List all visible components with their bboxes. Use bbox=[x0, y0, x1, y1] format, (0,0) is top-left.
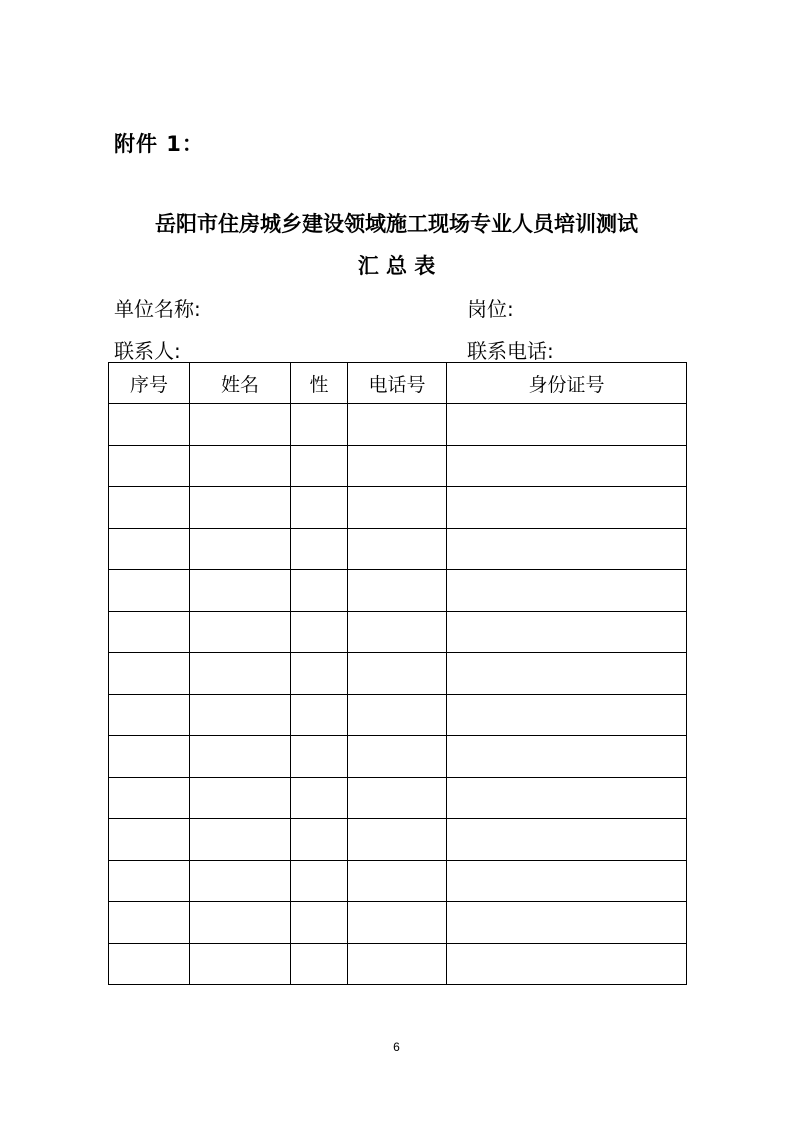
name-cell[interactable] bbox=[190, 528, 291, 570]
name-cell[interactable] bbox=[190, 902, 291, 944]
gender-cell[interactable] bbox=[291, 860, 348, 902]
table-row bbox=[109, 902, 687, 944]
gender-cell[interactable] bbox=[291, 404, 348, 446]
document-title: 岳阳市住房城乡建设领域施工现场专业人员培训测试 bbox=[155, 212, 638, 236]
serial-number-cell[interactable] bbox=[109, 611, 190, 653]
id-number-cell[interactable] bbox=[447, 404, 687, 446]
phone-cell[interactable] bbox=[348, 902, 447, 944]
name-cell[interactable] bbox=[190, 487, 291, 529]
gender-cell[interactable] bbox=[291, 902, 348, 944]
contact-phone-label: 联系电话: bbox=[467, 339, 554, 363]
serial-number-cell[interactable] bbox=[109, 902, 190, 944]
name-cell[interactable] bbox=[190, 653, 291, 695]
document-subtitle: 汇 总 表 bbox=[357, 254, 436, 278]
table-row bbox=[109, 487, 687, 529]
header-name: 姓名 bbox=[190, 363, 291, 404]
serial-number-cell[interactable] bbox=[109, 819, 190, 861]
table-row bbox=[109, 943, 687, 985]
id-number-cell[interactable] bbox=[447, 777, 687, 819]
roster-table bbox=[108, 362, 687, 985]
serial-number-cell[interactable] bbox=[109, 777, 190, 819]
gender-cell[interactable] bbox=[291, 943, 348, 985]
phone-cell[interactable] bbox=[348, 404, 447, 446]
id-number-cell[interactable] bbox=[447, 860, 687, 902]
id-number-cell[interactable] bbox=[447, 611, 687, 653]
roster-body bbox=[109, 404, 687, 985]
name-cell[interactable] bbox=[190, 736, 291, 778]
gender-cell[interactable] bbox=[291, 528, 348, 570]
gender-cell[interactable] bbox=[291, 570, 348, 612]
gender-cell[interactable] bbox=[291, 777, 348, 819]
id-number-cell[interactable] bbox=[447, 694, 687, 736]
id-number-cell[interactable] bbox=[447, 528, 687, 570]
phone-cell[interactable] bbox=[348, 611, 447, 653]
name-cell[interactable] bbox=[190, 694, 291, 736]
phone-cell[interactable] bbox=[348, 487, 447, 529]
gender-cell[interactable] bbox=[291, 487, 348, 529]
page-number: 6 bbox=[393, 1040, 400, 1054]
serial-number-cell[interactable] bbox=[109, 860, 190, 902]
phone-cell[interactable] bbox=[348, 570, 447, 612]
id-number-cell[interactable] bbox=[447, 653, 687, 695]
id-number-cell[interactable] bbox=[447, 819, 687, 861]
name-cell[interactable] bbox=[190, 570, 291, 612]
header-phone: 电话号 bbox=[348, 363, 447, 404]
name-cell[interactable] bbox=[190, 943, 291, 985]
table-row bbox=[109, 653, 687, 695]
gender-cell[interactable] bbox=[291, 736, 348, 778]
phone-cell[interactable] bbox=[348, 819, 447, 861]
gender-cell[interactable] bbox=[291, 819, 348, 861]
gender-cell[interactable] bbox=[291, 445, 348, 487]
table-row bbox=[109, 528, 687, 570]
id-number-cell[interactable] bbox=[447, 445, 687, 487]
header-serial-number: 序号 bbox=[109, 363, 190, 404]
table-row bbox=[109, 694, 687, 736]
table-header-row bbox=[109, 363, 687, 404]
phone-cell[interactable] bbox=[348, 860, 447, 902]
id-number-cell[interactable] bbox=[447, 487, 687, 529]
gender-cell[interactable] bbox=[291, 653, 348, 695]
gender-cell[interactable] bbox=[291, 611, 348, 653]
serial-number-cell[interactable] bbox=[109, 694, 190, 736]
id-number-cell[interactable] bbox=[447, 943, 687, 985]
serial-number-cell[interactable] bbox=[109, 570, 190, 612]
phone-cell[interactable] bbox=[348, 943, 447, 985]
serial-number-cell[interactable] bbox=[109, 736, 190, 778]
table-row bbox=[109, 736, 687, 778]
header-id-number: 身份证号 bbox=[447, 363, 687, 404]
table-row bbox=[109, 611, 687, 653]
table-row bbox=[109, 819, 687, 861]
name-cell[interactable] bbox=[190, 611, 291, 653]
phone-cell[interactable] bbox=[348, 528, 447, 570]
name-cell[interactable] bbox=[190, 777, 291, 819]
table-row bbox=[109, 404, 687, 446]
gender-cell[interactable] bbox=[291, 694, 348, 736]
phone-cell[interactable] bbox=[348, 777, 447, 819]
phone-cell[interactable] bbox=[348, 736, 447, 778]
serial-number-cell[interactable] bbox=[109, 653, 190, 695]
attachment-label: 附件 1： bbox=[114, 132, 204, 156]
table-row bbox=[109, 777, 687, 819]
table-row bbox=[109, 445, 687, 487]
name-cell[interactable] bbox=[190, 860, 291, 902]
name-cell[interactable] bbox=[190, 404, 291, 446]
serial-number-cell[interactable] bbox=[109, 943, 190, 985]
phone-cell[interactable] bbox=[348, 445, 447, 487]
table-row bbox=[109, 860, 687, 902]
phone-cell[interactable] bbox=[348, 653, 447, 695]
id-number-cell[interactable] bbox=[447, 736, 687, 778]
unit-name-label: 单位名称: bbox=[114, 297, 201, 321]
id-number-cell[interactable] bbox=[447, 902, 687, 944]
contact-person-label: 联系人: bbox=[114, 339, 181, 363]
serial-number-cell[interactable] bbox=[109, 487, 190, 529]
serial-number-cell[interactable] bbox=[109, 528, 190, 570]
serial-number-cell[interactable] bbox=[109, 445, 190, 487]
serial-number-cell[interactable] bbox=[109, 404, 190, 446]
phone-cell[interactable] bbox=[348, 694, 447, 736]
id-number-cell[interactable] bbox=[447, 570, 687, 612]
name-cell[interactable] bbox=[190, 445, 291, 487]
post-label: 岗位: bbox=[467, 297, 514, 321]
name-cell[interactable] bbox=[190, 819, 291, 861]
table-row bbox=[109, 570, 687, 612]
header-gender: 性 bbox=[291, 363, 348, 404]
